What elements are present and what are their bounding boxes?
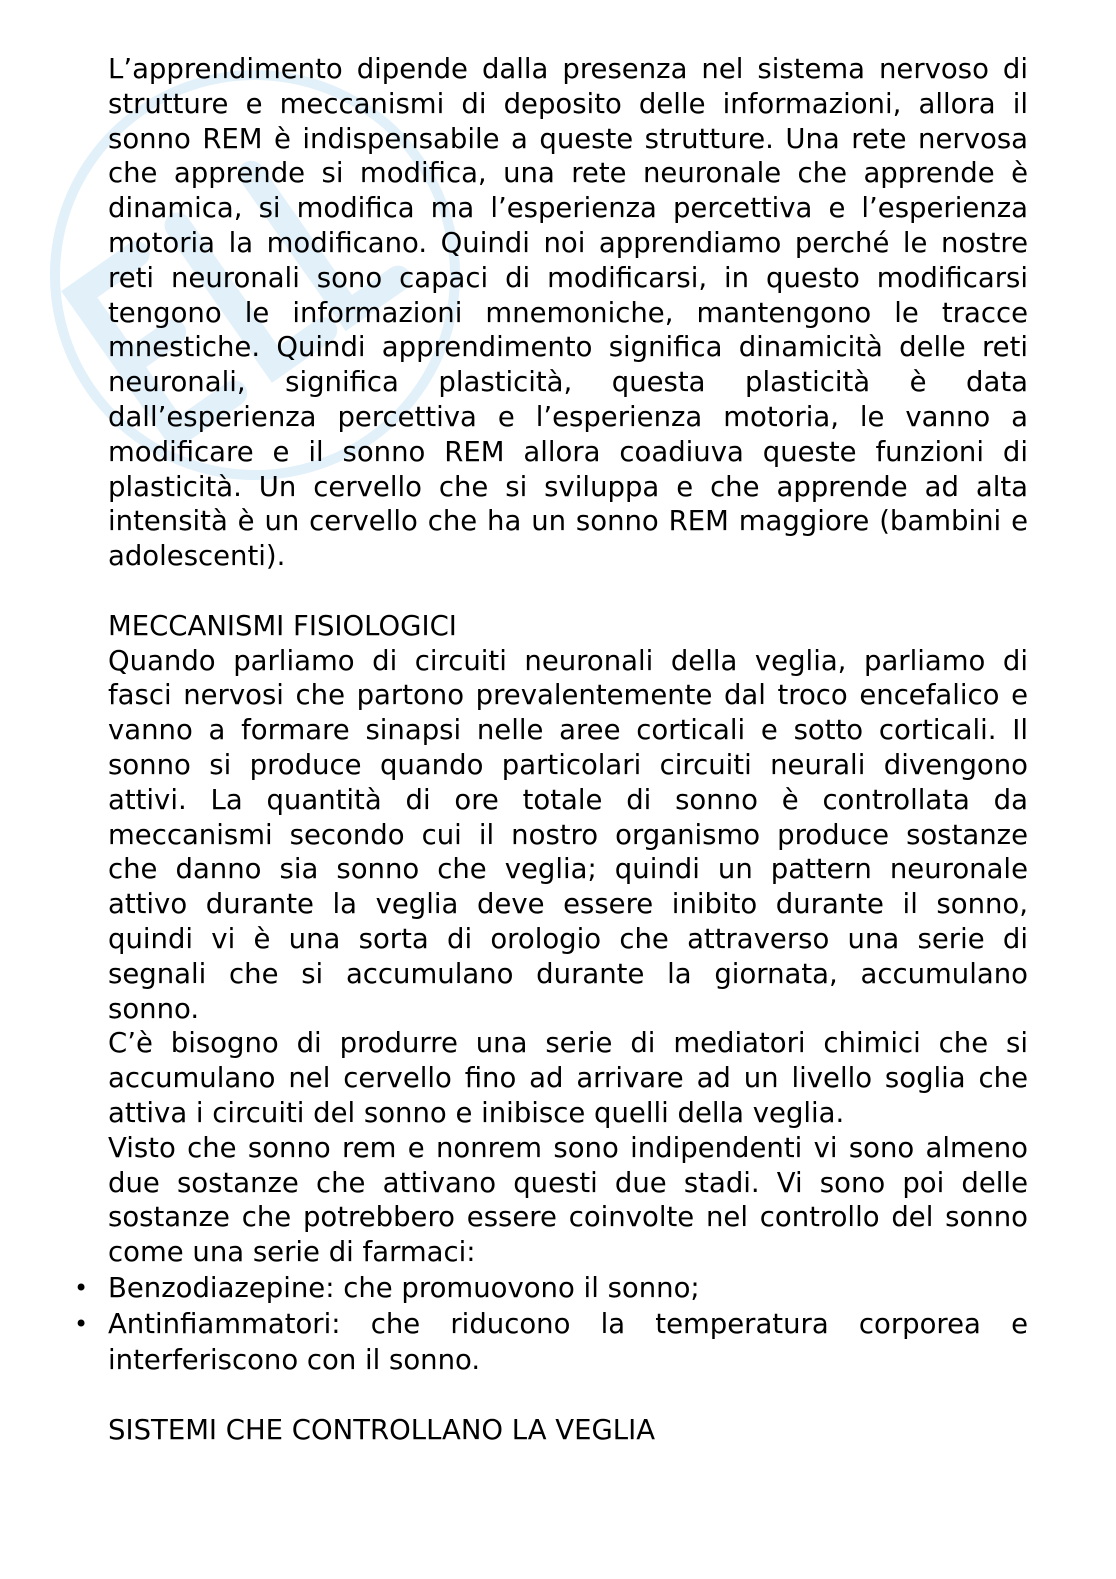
spacer xyxy=(108,1378,1028,1413)
list-item xyxy=(74,1306,1028,1378)
paragraph-chemical-mediators: C’è bisogno di produrre una serie di mediatori chimici che si accumulano nel cervello fino ad arrivare ad un livello soglia che attiva i circuiti del sonno e inibisce quelli della veglia. xyxy=(108,1027,1028,1129)
drug-list xyxy=(74,1270,1028,1378)
list-item-text: Antinfiammatori: che riducono la temperatura corporea e interferiscono con il sonno. xyxy=(108,1307,1028,1376)
list-item xyxy=(74,1270,1028,1306)
document-body xyxy=(74,52,1028,1447)
bullet-icon: • xyxy=(74,1309,89,1338)
spacer xyxy=(108,574,1028,609)
heading-wake-control-systems: SISTEMI CHE CONTROLLANO LA VEGLIA xyxy=(108,1413,656,1446)
paragraph-wake-circuits: Quando parliamo di circuiti neuronali della veglia, parliamo di fasci nervosi che partono prevalentemente dal troco encefalico e vanno a formare sinapsi nelle aree corticali e sotto corticali. Il sonno si produce quando particolari circuiti neurali divengono attivi. La quantità di ore totale di sonno è controllata da meccanismi secondo cui il nostro organismo produce sostanze che danno sia sonno che veglia; quindi un pattern neuronale attivo durante la veglia deve essere inibito durante il sonno, quindi vi è una sorta di orologio che attraverso una serie di segnali che si accumulano durante la giornata, accumulano sonno. xyxy=(108,644,1028,1025)
heading-physiological-mechanisms: MECCANISMI FISIOLOGICI xyxy=(108,609,457,642)
bullet-icon: • xyxy=(74,1273,89,1302)
paragraph-learning-rem: L’apprendimento dipende dalla presenza nel sistema nervoso di strutture e meccanismi di deposito delle informazioni, allora il sonno REM è indispensabile a queste strutture. Una rete nervosa che apprende si modifica, una rete neuronale che apprende è dinamica, si modifica ma l’esperienza percettiva e l’esperienza motoria la modificano. Quindi noi apprendiamo perché le nostre reti neuronali sono capaci di modificarsi, in questo modificarsi tengono le informazioni mnemoniche, mantengono le tracce mnestiche. Quindi apprendimento significa dinamicità delle reti neuronali, significa plasticità, questa plasticità è data dall’esperienza percettiva e l’esperienza motoria, le vanno a modificare e il sonno REM allora coadiuva queste funzioni di plasticità. Un cervello che si sviluppa e che apprende ad alta intensità è un cervello che ha un sonno REM maggiore (bambini e adolescenti). xyxy=(108,53,1028,573)
list-item-text: Benzodiazepine: che promuovono il sonno; xyxy=(108,1271,700,1304)
paragraph-rem-nonrem-substances: Visto che sonno rem e nonrem sono indipendenti vi sono almeno due sostanze che attivano questi due stadi. Vi sono poi delle sostanze che potrebbero essere coinvolte nel controllo del sonno come una serie di farmaci: xyxy=(108,1131,1028,1269)
